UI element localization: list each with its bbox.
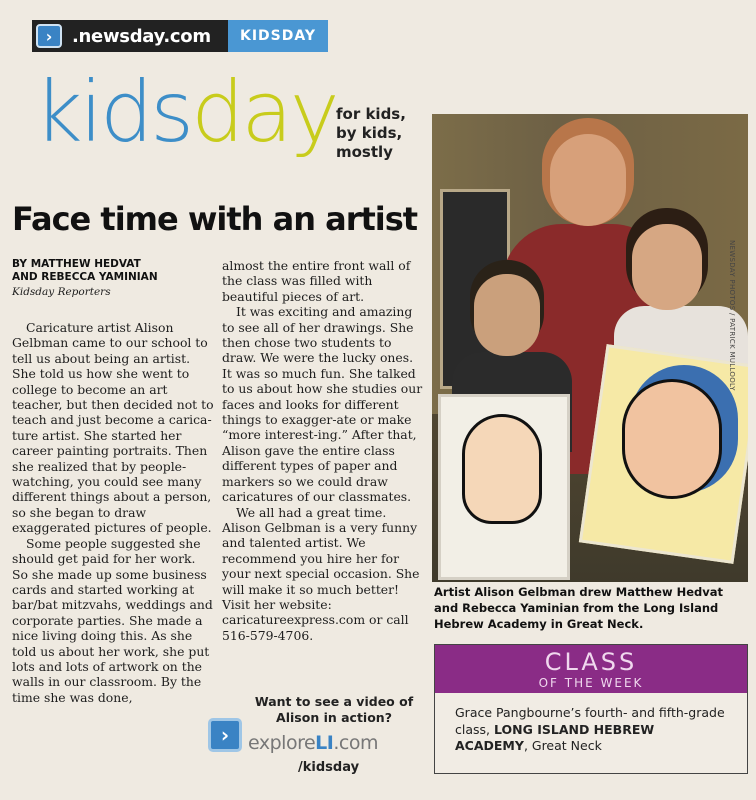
section-tab: KIDSDAY [228,20,328,52]
class-of-the-week-text [435,693,747,755]
logo-day: day [191,63,337,161]
byline-role: Kidsday Reporters [12,286,111,298]
logo-kids: kids [34,63,192,161]
paragraph: almost the entire front wall of the class was filled with beautiful pieces of art. [222,258,411,304]
cotw-text-2: , Great Neck [523,738,602,753]
caricature-drawing-2 [622,379,722,499]
cotw-school: LONG ISLAND HEBREW ACADEMY [455,721,655,753]
kidsday-logo [34,63,337,161]
byline-line-1: BY MATTHEW HEDVAT [12,258,141,270]
cotw-subtitle: OF THE WEEK [538,676,644,690]
explore-li-brand [248,732,378,754]
paragraph: We all had a great time. Alison Gelbman is a very funny and talented artist. We recommend you hire her for your next special occasion. She will make it so much better! Visit her website: caricatureexpress.com or call 516-579-4706. [222,504,420,643]
photo-boy-head [474,274,540,356]
brand-li: LI [315,732,334,754]
newsday-banner [32,20,328,52]
article-headline: Face time with an artist [12,200,418,238]
photo-caption: Artist Alison Gelbman drew Matthew Hedvat and Rebecca Yaminian from the Long Island Hebrew Academy in Great Neck. [434,585,723,631]
paragraph: Caricature artist Alison Gelbman came to our school to tell us about being an artist. She told us how she went to college to become an art teacher, but then decided not to teach and just become a carica-ture artist. She started her career painting portraits. Then she realized that by people-watching, you could see many different things about a person, so she began to draw exaggerated pictures of people. [12,320,214,536]
byline-line-2: AND REBECCA YAMINIAN [12,271,158,283]
chevron-right-icon: › [208,718,242,752]
brand-prefix: explore [248,732,316,754]
photo-girl-head [632,224,702,310]
article-photo [432,114,748,582]
article-column-1 [12,320,214,705]
tagline: for kids, by kids, mostly [336,105,406,161]
article-column-2 [222,258,424,643]
class-of-the-week-header [435,645,747,693]
class-of-the-week-box [434,644,748,774]
promo-path: /kidsday [298,760,360,775]
caricature-drawing-1 [462,414,542,524]
byline [12,258,212,284]
chevron-right-icon: › [36,24,62,48]
photo-artist-head [550,134,626,226]
cotw-title: CLASS [544,648,638,676]
photo-credit: NEWSDAY PHOTOS / PATRICK MULLOOLY [728,240,736,391]
cotw-text-1: Grace Pangbourne’s fourth- and fifth-grade class, [455,705,725,737]
brand-suffix: .com [333,732,378,754]
video-promo-text: Want to see a video of Alison in action? [254,694,414,725]
site-name: .newsday.com [72,25,211,47]
paragraph: It was exciting and amazing to see all of her drawings. She then chose two students to draw. We were the lucky ones. It was so much fun. She talked to us about how she studies our faces and looks for different things to exagger-ate or make “more interest-ing.” After that, Alison gave the entire class different types of paper and markers so we could draw caricatures of our classmates. [222,304,423,505]
paragraph: Some people suggested she should get paid for her work. So she made up some business cards and started working at bar/bat mitzvahs, weddings and corporate parties. She made a nice living doing this. As she told us about her work, she put lots and lots of artwork on the walls in our classroom. By the time she was done, [12,535,213,705]
